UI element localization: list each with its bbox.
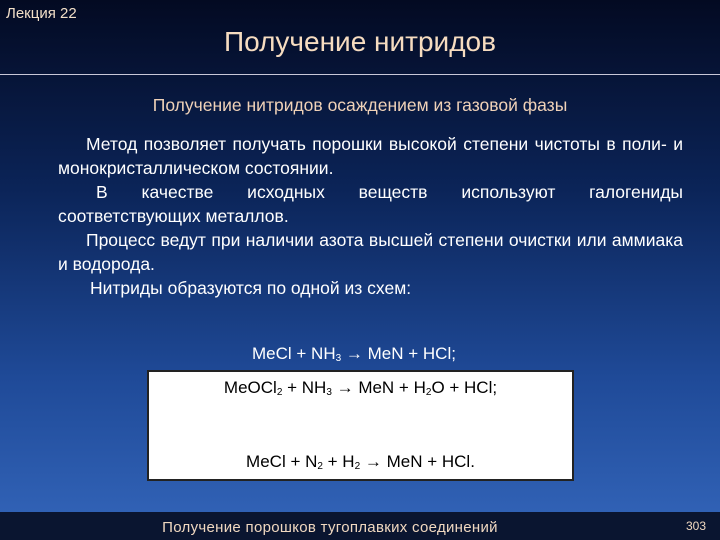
formula-box <box>147 370 574 481</box>
footer-title: Получение порошков тугоплавких соединений <box>162 519 498 536</box>
page-number: 303 <box>685 519 706 533</box>
paragraph-process: Процесс ведут при наличии азота высшей степени очистки или аммиака и водорода. <box>58 230 683 274</box>
slide-subtitle: Получение нитридов осаждением из газовой фазы <box>152 95 568 115</box>
slide-title: Получение нитридов <box>224 26 496 57</box>
body-text <box>58 132 683 300</box>
title-divider <box>0 74 720 75</box>
formula-ammonia: MeCl + $NH_3$ → MeN + HCl; <box>252 344 456 364</box>
lecture-label: Лекция 22 <box>6 5 77 22</box>
paragraph-method: Метод позволяет получать порошки высокой степени чистоты в поли- и монокристаллическом состоянии. <box>58 134 683 178</box>
paragraph-sources: В качестве исходных веществ используют галогениды соответствующих металлов. <box>58 182 683 226</box>
paragraph-schemes: Нитриды образуются по одной из схем: <box>90 278 412 298</box>
formula-oxychloride: MeOCl$_2$ + $NH_3$ → MeN + $H_2O$ + HCl; <box>223 378 498 398</box>
formula-nitrogen-hydrogen: MeCl + $N_2 + H_2$ → MeN + HCl. <box>246 452 475 472</box>
